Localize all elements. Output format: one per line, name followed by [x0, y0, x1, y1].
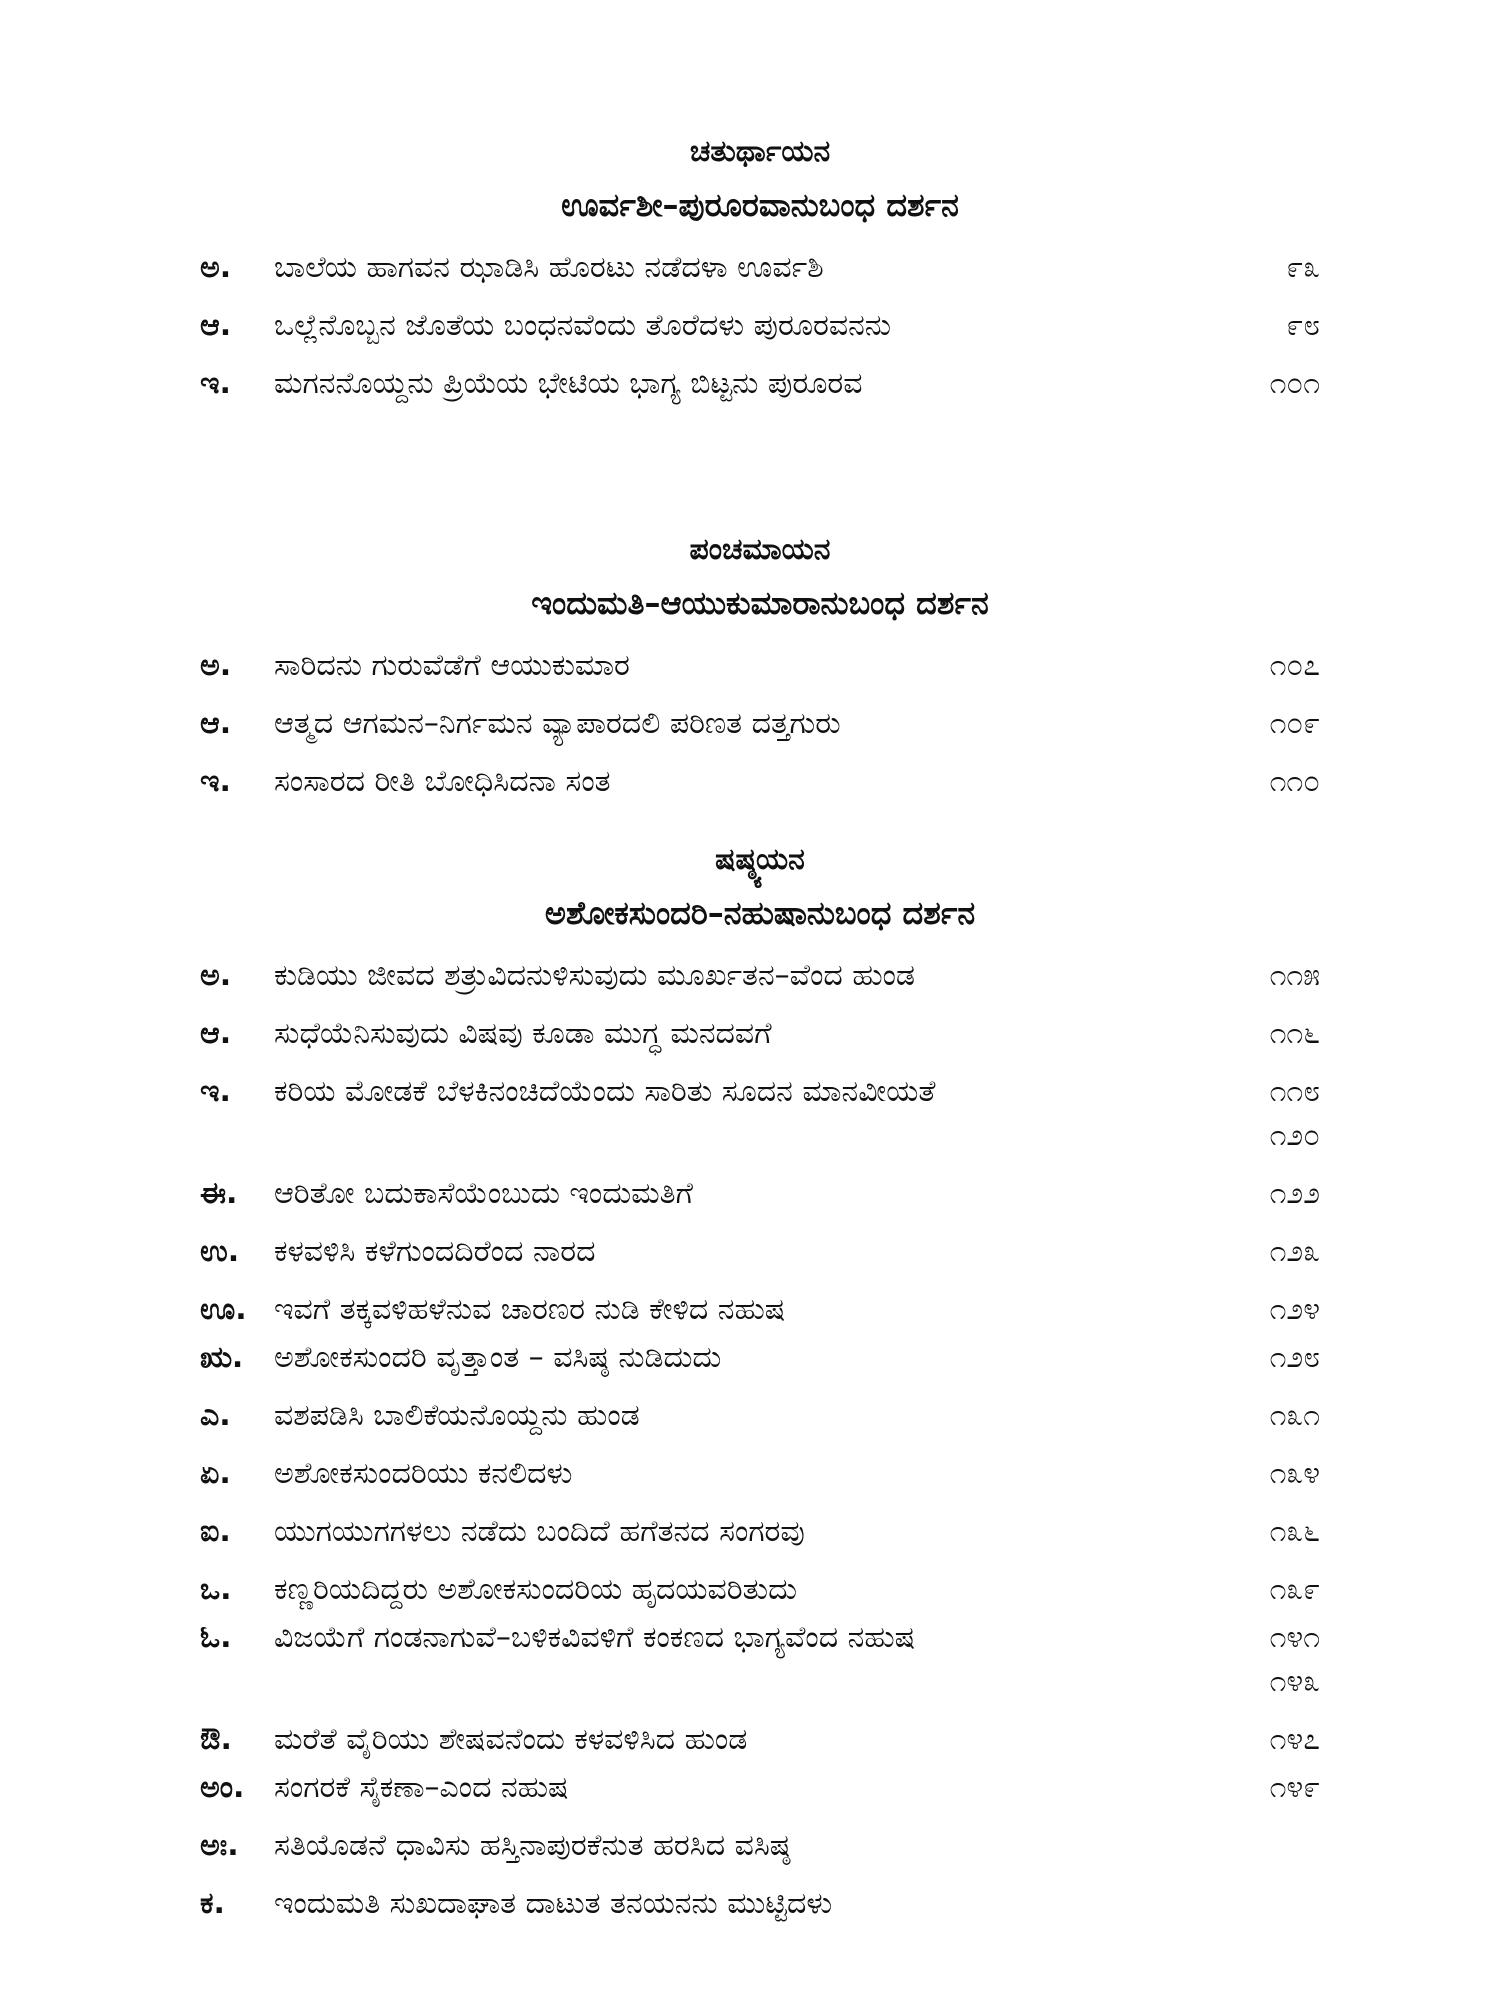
page-number: ೧೨೨ — [1269, 1176, 1320, 1211]
entry-list — [200, 246, 1320, 406]
entry-text: ಕಣ್ಣರಿಯದಿದ್ದರು ಅಶೋಕಸುಂದರಿಯ ಹೃದಯವರಿತುದು — [274, 1572, 798, 1607]
entry-text: ವಿಜಯೆಗೆ ಗಂಡನಾಗುವೆ–ಬಳಿಕವಿವಳಿಗೆ ಕಂಕಣದ ಭಾಗ್ಯವೆಂದ ನಹುಷ — [274, 1620, 916, 1655]
entry-text: ಆತ್ಮದ ಆಗಮನ–ನಿರ್ಗಮನ ವ್ಯಾಪಾರದಲಿ ಪರಿಣತ ದತ್ತಗುರು — [274, 706, 841, 741]
entry-pages — [1200, 1336, 1320, 1380]
entry-text: ಕರಿಯ ಮೋಡಕೆ ಬೆಳಕಿನಂಚಿದೆಯೆಂದು ಸಾರಿತು ಸೂದನ ಮಾನವೀಯತೆ — [274, 1074, 936, 1109]
entry-marker: ಅ. — [200, 958, 232, 993]
list-item — [200, 1012, 1320, 1056]
page-number: ೧೪೧ — [1269, 1620, 1320, 1655]
page-number: ೧೪೯ — [1269, 1770, 1320, 1805]
entry-pages — [1200, 1070, 1320, 1158]
page-number: ೧೦೭ — [1269, 648, 1320, 683]
list-item — [200, 1230, 1320, 1274]
entry-text: ಸತಿಯೊಡನೆ ಧಾವಿಸು ಹಸ್ತಿನಾಪುರಕೆನುತ ಹರಸಿದ ವಸಿಷ್ಠ — [274, 1828, 791, 1863]
list-item — [200, 1510, 1320, 1554]
entry-pages — [1200, 1172, 1320, 1216]
entry-text: ಮರೆತೆ ವೈರಿಯು ಶೇಷವನೆಂದು ಕಳವಳಿಸಿದ ಹುಂಡ — [274, 1722, 748, 1757]
section-panchamayana — [200, 528, 1320, 818]
entry-marker: ಅ. — [200, 648, 232, 683]
entry-text: ಆರಿತೋ ಬದುಕಾಸೆಯೆಂಬುದು ಇಂದುಮತಿಗೆ — [274, 1176, 694, 1211]
list-item — [200, 1616, 1320, 1704]
entry-list — [200, 954, 1320, 1926]
entry-marker: ಓ. — [200, 1620, 232, 1655]
entry-pages — [1200, 760, 1320, 804]
entry-marker: ಐ. — [200, 1514, 231, 1549]
entry-text: ಕುಡಿಯು ಜೀವದ ಶತ್ರುವಿದನುಳಿಸುವುದು ಮೂರ್ಖತನ–ವೆಂದ ಹುಂಡ — [274, 958, 916, 993]
entry-marker: ಅ. — [200, 250, 232, 285]
entry-marker: ಕ. — [200, 1886, 225, 1921]
section-title: ಚತುರ್ಥಾಯನ — [689, 134, 831, 169]
entry-pages — [1200, 246, 1320, 290]
list-item — [200, 1070, 1320, 1158]
page-number: ೧೨೦ — [1269, 1118, 1320, 1153]
entry-marker: ಅಂ. — [200, 1770, 245, 1805]
list-item — [200, 304, 1320, 348]
entry-text: ಅಶೋಕಸುಂದರಿಯು ಕನಲಿದಳು — [274, 1456, 573, 1491]
entry-marker: ಇ. — [200, 764, 231, 799]
entry-marker: ಊ. — [200, 1292, 247, 1327]
entry-pages — [1200, 644, 1320, 688]
entry-marker: ಔ. — [200, 1722, 232, 1757]
entry-marker: ಇ. — [200, 366, 231, 401]
list-item — [200, 362, 1320, 406]
entry-marker: ಆ. — [200, 1016, 232, 1051]
page-number: ೧೪೭ — [1269, 1722, 1320, 1757]
section-title: ಪಂಚಮಾಯನ — [689, 532, 831, 567]
page-number: ೯೩ — [1286, 250, 1320, 285]
entry-text: ವಶಪಡಿಸಿ ಬಾಲಿಕೆಯನೊಯ್ದನು ಹುಂಡ — [274, 1398, 640, 1433]
entry-pages — [1200, 1230, 1320, 1274]
page-number: ೧೩೬ — [1269, 1514, 1320, 1549]
section-subtitle: ಊರ್ವಶೀ–ಪುರೂರವಾನುಬಂಧ ದರ್ಶನ — [561, 186, 959, 224]
section-subtitle: ಅಶೋಕಸುಂದರಿ–ನಹುಷಾನುಬಂಧ ದರ್ಶನ — [544, 894, 976, 932]
entry-marker: ಈ. — [200, 1176, 238, 1211]
entry-text: ಸಂಸಾರದ ರೀತಿ ಬೋಧಿಸಿದನಾ ಸಂತ — [274, 764, 611, 799]
list-item — [200, 246, 1320, 290]
page-number: ೧೩೪ — [1269, 1456, 1320, 1491]
list-item — [200, 1172, 1320, 1216]
list-item — [200, 1766, 1320, 1810]
list-item — [200, 644, 1320, 688]
list-item — [200, 1336, 1320, 1380]
entry-text: ಬಾಲೆಯ ಹಾಗವನ ಝಾಡಿಸಿ ಹೊರಟು ನಡೆದಳಾ ಊರ್ವಶಿ — [274, 250, 824, 285]
entry-pages — [1200, 1394, 1320, 1438]
page-number: ೧೧೫ — [1269, 958, 1320, 993]
page-number: ೧೧೮ — [1269, 1074, 1320, 1109]
entry-pages — [1200, 304, 1320, 348]
entry-pages — [1200, 954, 1320, 998]
page-number: ೧೪೩ — [1269, 1664, 1320, 1699]
page-number: ೧೦೯ — [1269, 706, 1320, 741]
page-number: ೧೧೦ — [1269, 764, 1320, 799]
list-item — [200, 954, 1320, 998]
entry-pages — [1200, 1510, 1320, 1554]
entry-marker: ಎ. — [200, 1398, 231, 1433]
entry-list — [200, 644, 1320, 804]
entry-marker: ಒ. — [200, 1572, 232, 1607]
list-item — [200, 1394, 1320, 1438]
entry-text: ಸಂಗರಕೆ ಸೈಕಣಾ–ಎಂದ ನಹುಷ — [274, 1770, 569, 1805]
entry-text: ಯುಗಯುಗಗಳಲು ನಡೆದು ಬಂದಿದೆ ಹಗೆತನದ ಸಂಗರವು — [274, 1514, 805, 1549]
entry-text: ಅಶೋಕಸುಂದರಿ ವೃತ್ತಾಂತ – ವಸಿಷ್ಠ ನುಡಿದುದು — [274, 1340, 722, 1375]
entry-marker: ಅಃ. — [200, 1828, 239, 1863]
list-item — [200, 1882, 1320, 1926]
entry-pages — [1200, 1288, 1320, 1332]
entry-text: ಕಳವಳಿಸಿ ಕಳೆಗುಂದದಿರೆಂದ ನಾರದ — [274, 1234, 596, 1269]
entry-text: ಇವಗೆ ತಕ್ಕವಳಿಹಳೆನುವ ಚಾರಣರ ನುಡಿ ಕೇಳಿದ ನಹುಷ — [274, 1292, 786, 1327]
section-shashthyayana — [200, 838, 1320, 1940]
entry-pages — [1200, 1766, 1320, 1810]
page-number: ೧೩೯ — [1269, 1572, 1320, 1607]
list-item — [200, 1568, 1320, 1612]
entry-marker: ಆ. — [200, 308, 232, 343]
list-item — [200, 1288, 1320, 1332]
list-item — [200, 1824, 1320, 1868]
list-item — [200, 760, 1320, 804]
list-item — [200, 702, 1320, 746]
page-number: ೯೮ — [1286, 308, 1320, 343]
list-item — [200, 1718, 1320, 1762]
entry-pages — [1200, 1452, 1320, 1496]
entry-text: ಇಂದುಮತಿ ಸುಖದಾಘಾತ ದಾಟುತ ತನಯನನು ಮುಟ್ಟಿದಳು — [274, 1886, 833, 1921]
entry-pages — [1200, 1012, 1320, 1056]
entry-pages — [1200, 1568, 1320, 1612]
page-number: ೧೨೩ — [1269, 1234, 1320, 1269]
section-title: ಷಷ್ಠ್ಯಯನ — [715, 842, 805, 877]
list-item — [200, 1452, 1320, 1496]
entry-marker: ಉ. — [200, 1234, 240, 1269]
page-number: ೧೨೪ — [1269, 1292, 1320, 1327]
entry-marker: ಋ. — [200, 1340, 244, 1375]
page-number: ೧೦೧ — [1269, 366, 1320, 401]
page-number: ೧೩೧ — [1269, 1398, 1320, 1433]
entry-text: ಸಾರಿದನು ಗುರುವೆಡೆಗೆ ಆಯುಕುಮಾರ — [274, 648, 630, 683]
entry-marker: ಏ. — [200, 1456, 231, 1491]
entry-pages — [1200, 702, 1320, 746]
entry-text: ಮಗನನೊಯ್ದನು ಪ್ರಿಯೆಯ ಭೇಟಿಯ ಭಾಗ್ಯ ಬಿಟ್ಟನು ಪುರೂರವ — [274, 366, 863, 401]
section-chaturthayana — [200, 130, 1320, 420]
entry-text: ಒಲ್ಲೆನೊಬ್ಬನ ಜೊತೆಯ ಬಂಧನವೆಂದು ತೊರೆದಳು ಪುರೂರವನನು — [274, 308, 892, 343]
page-number: ೧೨೮ — [1269, 1340, 1320, 1375]
entry-marker: ಆ. — [200, 706, 232, 741]
page-number: ೧೧೬ — [1269, 1016, 1320, 1051]
section-subtitle: ಇಂದುಮತಿ–ಆಯುಕುಮಾರಾನುಬಂಧ ದರ್ಶನ — [531, 584, 989, 622]
entry-pages — [1200, 1718, 1320, 1762]
entry-text: ಸುಧೆಯೆನಿಸುವುದು ವಿಷವು ಕೂಡಾ ಮುಗ್ಧ ಮನದವಗೆ — [274, 1016, 772, 1051]
entry-marker: ಇ. — [200, 1074, 231, 1109]
entry-pages — [1200, 362, 1320, 406]
entry-pages — [1200, 1616, 1320, 1704]
